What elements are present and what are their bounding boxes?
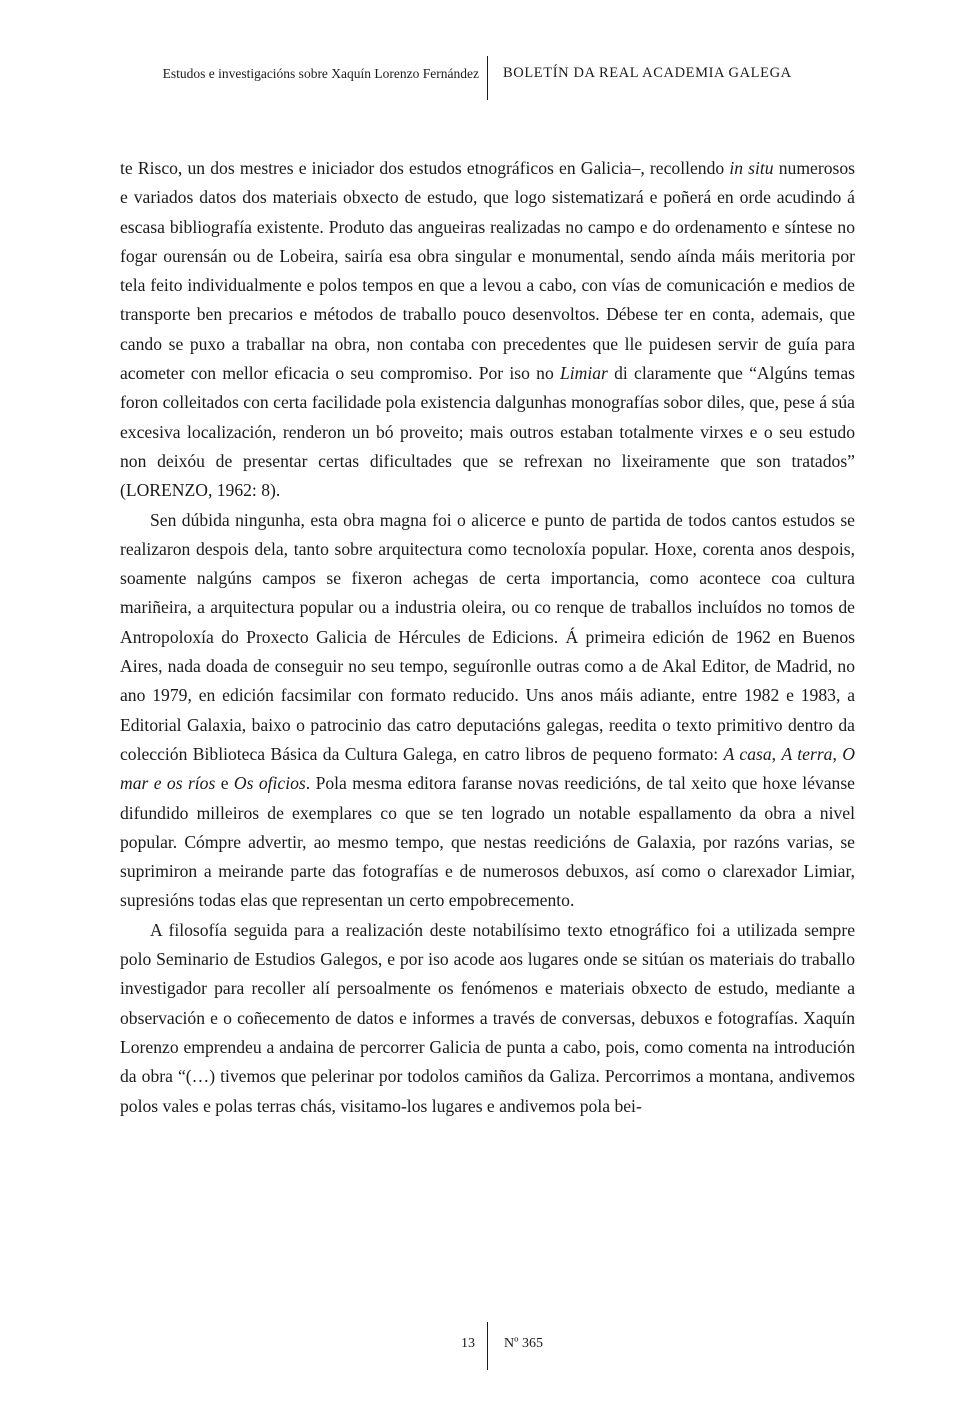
- paragraph-1: [120, 154, 855, 506]
- text-run: te Risco, un dos mestres e iniciador dos estudos etnográficos en Galicia–, recollendo: [120, 158, 730, 178]
- text-run: . Pola mesma editora faranse novas reedicións, de tal xeito que hoxe lévanse difundido milleiros de exemplares co que se ten logrado un notable espallamento da obra a nivel popular. Cómpre advertir, ao mesmo tempo, que nestas reedicións de Galaxia, por razóns varias, se suprimiron a meirande parte das fotografías e de numerosos debuxos, así como o clarexador Limiar, supresións todas elas que representan un certo empobrecemento.: [120, 773, 855, 911]
- text-run: Sen dúbida ningunha, esta obra magna foi o alicerce e punto de partida de todos cantos estudos se realizaron despois dela, tanto sobre arquitectura como tecnoloxía popular. Hoxe, corenta anos despois, soamente nalgúns campos se fixeron achegas de certa importancia, como acontece coa cultura mariñeira, a arquitectura popular ou a industria oleira, ou co renque de traballos incluídos no tomos de Antropoloxía do Proxecto Galicia de Hércules de Edicions. Á primeira edición de 1962 en Buenos Aires, nada doada de conseguir no seu tempo, seguíronlle outras como a de Akal Editor, de Madrid, no ano 1979, en edición facsimilar con formato reducido. Uns anos máis adiante, entre 1982 e 1983, a Editorial Galaxia, baixo o patrocinio das catro deputacións galegas, reedita o texto primitivo dentro da colección Biblioteca Básica da Cultura Galega, en catro libros de pequeno formato:: [120, 509, 855, 764]
- text-run: numerosos e variados datos dos materiais obxecto de estudo, que logo sistematizará e poñerá en orde acudindo á escasa bibliografía existente. Produto das angueiras realizadas no campo e do ordenamento e síntese no fogar ourensán ou de Lobeira, sairía esa obra singular e monumental, sendo aínda máis meritoria por tela feito individualmente e polos tempos en que a levou a cabo, con vías de comunicación e medios de transporte ben precarios e métodos de traballo pouco desenvoltos. Débese ter en conta, ademais, que cando se puxo a traballar na obra, non contaba con precedentes que lle puidesen servir de guía para acometer con mellor eficacia o seu compromiso. Por iso no: [120, 158, 855, 384]
- text-run: ,: [771, 743, 782, 764]
- paragraph-3: [120, 916, 855, 1121]
- italic-run: in situ: [729, 158, 774, 178]
- italic-run: O mar e os ríos: [120, 743, 855, 794]
- text-run: A filosofía seguida para a realización deste notabilísimo texto etnográfico foi a utilizada sempre polo Seminario de Estudios Galegos, e por iso acode aos lugares onde se sitúan os materiais do traballo investigador para recoller alí persoalmente os fenómenos e materiais obxecto de estudo, mediante a observación e o coñecemento de datos e informes a través de conversas, debuxos e fotografías. Xaquín Lorenzo emprendeu a andaina de percorrer Galicia de punta a cabo, pois, como comenta na introdución da obra “(…) tivemos que pelerinar por todolos camiños da Galiza. Percorrimos a montana, andivemos polos vales e polas terras chás, visitamo-los lugares e andivemos pola bei-: [120, 919, 855, 1116]
- footer-divider: [487, 1322, 488, 1370]
- issue-number: Nº 365: [504, 1336, 543, 1351]
- running-header: [0, 56, 975, 100]
- header-divider: [487, 56, 488, 100]
- article-body: [120, 154, 855, 1121]
- italic-run: A casa: [723, 743, 772, 764]
- page-footer: [0, 1322, 975, 1370]
- paragraph-2: [120, 506, 855, 916]
- italic-run: A terra: [781, 743, 833, 764]
- header-journal-title: BOLETÍN DA REAL ACADEMIA GALEGA: [503, 65, 792, 81]
- text-run: ,: [832, 743, 843, 764]
- page-number: 13: [461, 1336, 475, 1351]
- text-run: e: [215, 773, 234, 794]
- italic-run: Limiar: [559, 363, 608, 384]
- header-left-title: Estudos e investigacións sobre Xaquín Lorenzo Fernández: [162, 66, 479, 81]
- text-run: di claramente que “Algúns temas foron colleitados con certa facilidade pola existencia dalgunhas monografías sobor diles, que, pese á súa excesiva localización, renderon un bó proveito; mais outros estaban totalmente virxes e o seu estudo non deixóu de presentar certas dificultades que se refrexan no lixeiramente que son tratados” (LORENZO, 1962: 8).: [120, 363, 855, 501]
- italic-run: Os oficios: [233, 773, 306, 794]
